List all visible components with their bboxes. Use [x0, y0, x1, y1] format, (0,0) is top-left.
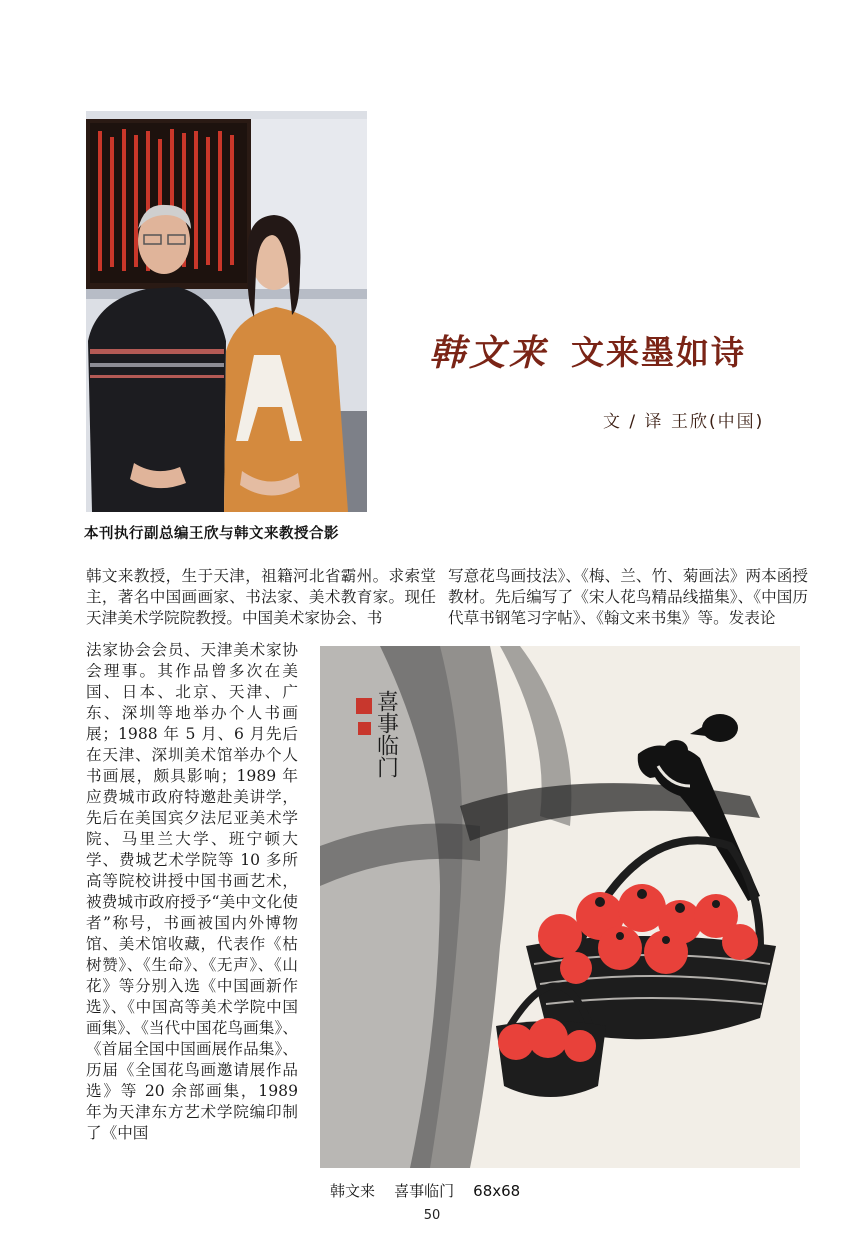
persimmon-basket-painting: [320, 646, 800, 1168]
article-byline: 文 / 译 王欣(中国): [603, 412, 765, 432]
article-paragraph-left-column: 法家协会会员、天津美术家协会理事。其作品曾多次在美国、日本、北京、天津、广东、深圳等地举办个人书画展；1988 年 5 月、6 月先后在天津、深圳美术馆举办个人书画展，颇具影响；1989 年应费城市政府特邀赴美讲学，先后在美国宾夕法尼亚美术学院、马里兰大学、班宁顿大学、费城艺术学院等 10 多所高等院校讲授中国书画艺术，被费城市政府授予“美中文化使者”称号，书画被国内外博物馆、美术馆收藏，代表作《枯树赞》、《生命》、《无声》、《山花》等分别入选《中国画新作选》、《中国高等美术学院中国画集》、《当代中国花鸟画集》、《首届全国中国画展作品集》、历届《全国花鸟画邀请展作品选》等 20 余部画集，1989 年为天津东方艺术学院编印制了《中国: [86, 641, 298, 1142]
page-number: 50: [423, 1208, 441, 1223]
article-paragraph-top-left: 韩文来教授，生于天津，祖籍河北省霸州。求索堂主，著名中国画画家、书法家、美术教育家。现任天津美术学院院教授。中国美术家协会、书: [86, 567, 436, 627]
article-title-subtitle: 文来墨如诗: [571, 333, 746, 372]
painting-caption: 韩文来 喜事临门 68x68: [330, 1182, 521, 1200]
article-title-name: 韩文来: [429, 332, 550, 374]
painting-image: [320, 646, 800, 1168]
article-paragraph-top-right: 写意花鸟画技法》、《梅、兰、竹、菊画法》两本函授教材。先后编写了《宋人花鸟精品线描集》、《中国历代草书钢笔习字帖》、《翰文来书集》等。发表论: [448, 567, 808, 627]
photo-caption: 本刊执行副总编王欣与韩文来教授合影: [84, 526, 339, 542]
painting-inscription: 喜事临门: [373, 690, 399, 778]
portrait-photo-image: [86, 111, 367, 512]
portrait-photo: [86, 111, 367, 512]
